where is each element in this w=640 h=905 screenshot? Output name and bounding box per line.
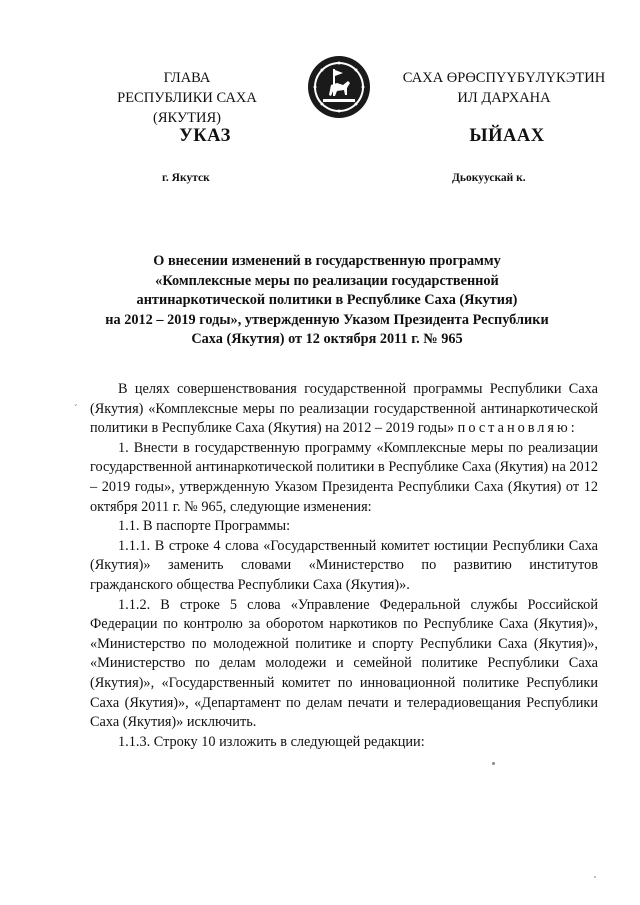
- header-right-line2: ИЛ ДАРХАНА: [457, 90, 551, 106]
- paragraph-1-1: 1.1. В паспорте Программы:: [118, 518, 291, 535]
- paragraph-1: 1. Внести в государственную программу «Комплексные меры по реализации государственной антинаркотической политики в Республике Саха (Якутия) на 2012 – 2019 годы», утвержденную Указом Президента Республики Саха (Якутия) от 12 октября 2011 г. № 965, следующие изменения:: [90, 439, 598, 515]
- subject-line: антинаркотической политики в Республике Саха (Якутия): [136, 292, 518, 308]
- subject-line: О внесении изменений в государственную программу: [153, 253, 501, 269]
- header-left: [82, 68, 292, 128]
- margin-mark: ˊ: [74, 403, 78, 415]
- coat-of-arms-sakha-icon: [307, 55, 371, 119]
- decree-subject: [92, 252, 562, 350]
- decree-title-sakha: ЫЙААХ: [469, 126, 545, 146]
- paragraph-preamble: [90, 380, 598, 439]
- decree-body: [90, 380, 598, 752]
- preamble-text: В целях совершенствования государственной программы Республики Саха (Якутия) «Комплексные меры по реализации государственной антинаркотической политики в Республике Саха (Якутия) на 2012 – 2019 годы»: [90, 381, 598, 437]
- city-sakha: Дьокуускай к.: [452, 172, 526, 184]
- header-right-line1: САХА ӨРӨСПҮҮБҮЛҮКЭТИН: [402, 70, 606, 86]
- subject-line: на 2012 – 2019 годы», утвержденную Указом Президента Республики: [105, 311, 549, 328]
- paragraph-1-1-2: 1.1.2. В строке 5 слова «Управление Федеральной службы Российской Федерации по контролю за оборотом наркотиков по Республике Саха (Якутия)», «Министерство по молодежной политике и спорту Республики Саха (Якутия)», «Министерство по делам молодежи и семейной политике Республики Саха (Якутия)», «Государственный комитет по инновационной политике Республики Саха (Якутия)», «Департамент по делам печати и телерадиовещания Республики Саха (Якутия)» исключить.: [90, 596, 598, 731]
- scan-speck: [594, 876, 596, 878]
- header-left-line1: ГЛАВА: [163, 70, 211, 86]
- header-right: [386, 68, 622, 108]
- subject-line: Саха (Якутия) от 12 октября 2011 г. № 965: [191, 331, 463, 347]
- city-ru: г. Якутск: [162, 172, 210, 184]
- paragraph-1-1-1: 1.1.1. В строке 4 слова «Государственный комитет юстиции Республики Саха (Якутия)» заменить словами «Министерство по развитию институтов гражданского общества Республики Саха (Якутия)».: [90, 537, 598, 593]
- paragraph-1-1-3: 1.1.3. Строку 10 изложить в следующей редакции:: [118, 733, 425, 750]
- scan-speck: [492, 762, 495, 765]
- decree-verb: постановляю:: [457, 420, 578, 437]
- decree-title-ru: УКАЗ: [179, 126, 231, 146]
- subject-line: «Комплексные меры по реализации государственной: [155, 272, 499, 289]
- header-left-line2: РЕСПУБЛИКИ САХА (ЯКУТИЯ): [117, 90, 257, 126]
